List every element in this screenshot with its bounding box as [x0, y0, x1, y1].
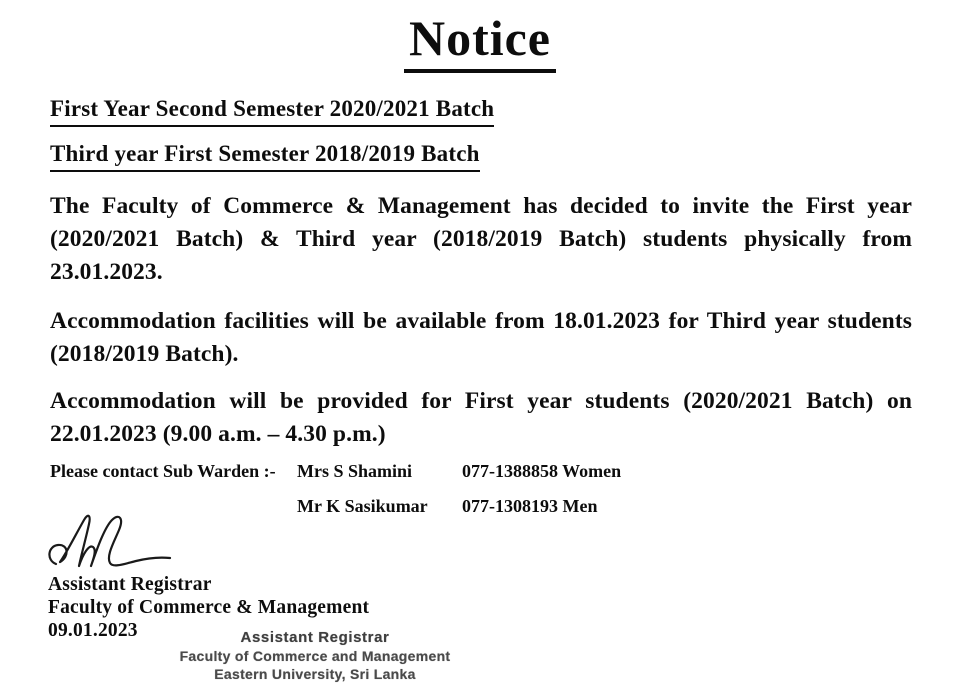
stamp-line-faculty: Faculty of Commerce and Management: [179, 648, 451, 664]
signature-icon: [42, 512, 177, 576]
batch-heading-first-year-text: First Year Second Semester 2020/2021 Batch: [50, 96, 494, 127]
title-wrap: [0, 10, 960, 73]
page-title: Notice: [404, 10, 556, 73]
contact-name-women: Mrs S Shamini: [297, 461, 413, 481]
contact-table: [50, 460, 621, 517]
contact-phone-women: 077-1388858 Women: [462, 461, 622, 481]
batch-heading-first-year: [50, 96, 494, 127]
signatory-date: 09.01.2023: [48, 620, 138, 641]
stamp-line-title: Assistant Registrar: [240, 629, 390, 646]
signatory-title: Assistant Registrar: [48, 574, 212, 595]
batch-heading-third-year: [50, 141, 480, 172]
signatory-faculty: Faculty of Commerce & Management: [48, 597, 370, 618]
batch-heading-third-year-text: Third year First Semester 2018/2019 Batch: [50, 141, 480, 172]
contact-label: Please contact Sub Warden :-: [50, 461, 276, 481]
contact-phone-men: 077-1308193 Men: [462, 496, 598, 516]
notice-paragraph-accommodation-first-year: Accommodation will be provided for First year students (2020/2021 Batch) on 22.01.2023 (9.00 a.m. – 4.30 p.m.): [50, 388, 912, 447]
contact-name-men: Mr K Sasikumar: [297, 496, 428, 516]
notice-paragraph-accommodation-third-year: Accommodation facilities will be available from 18.01.2023 for Third year students (2018/2019 Batch).: [50, 308, 912, 367]
official-stamp: [140, 628, 490, 683]
stamp-line-university: Eastern University, Sri Lanka: [214, 666, 416, 682]
notice-paragraph-invitation: The Faculty of Commerce & Management has decided to invite the First year (2020/2021 Batch) & Third year (2018/2019 Batch) students physically from 23.01.2023.: [50, 193, 912, 285]
